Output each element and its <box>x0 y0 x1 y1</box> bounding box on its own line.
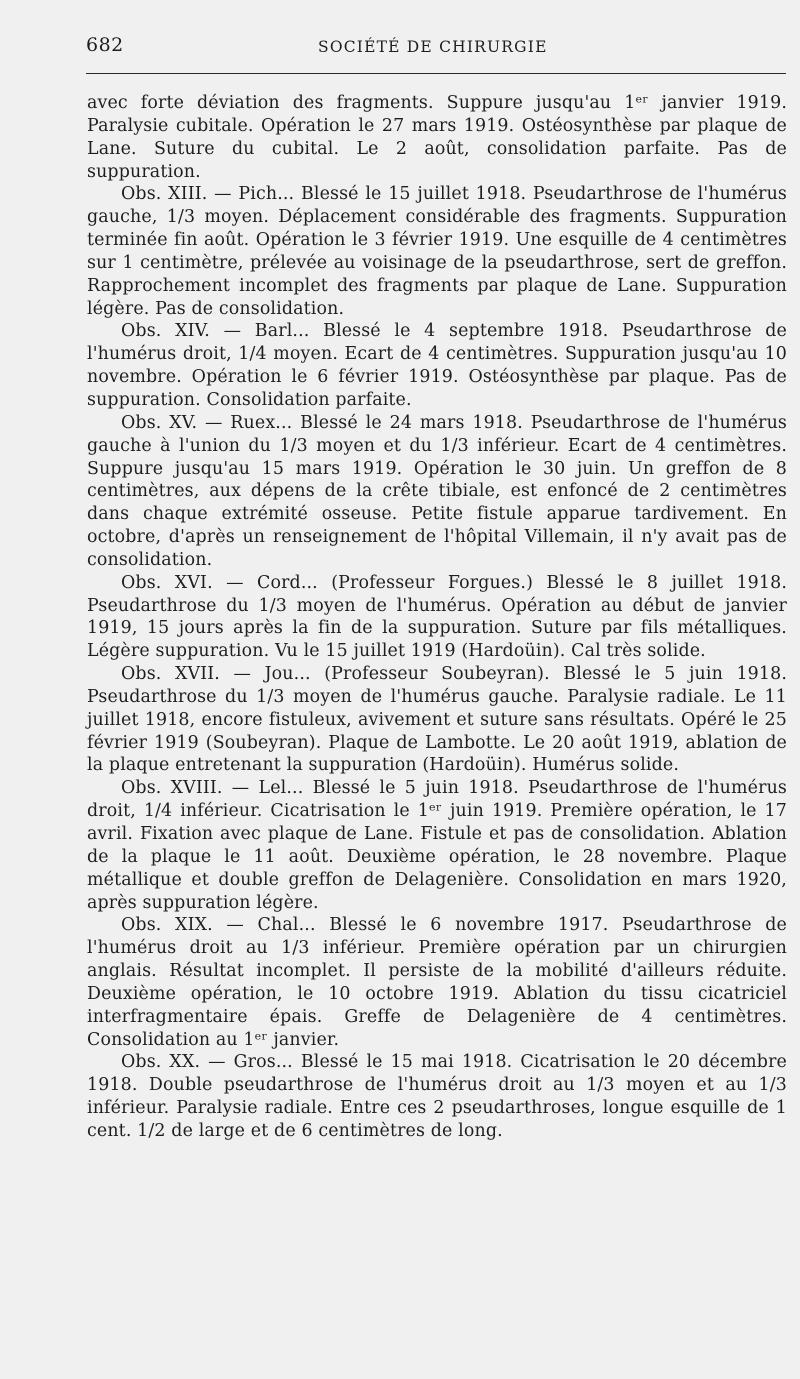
paragraph-obs-xvii: Obs. XVII. — Jou... (Professeur Soubeyran). Blessé le 5 juin 1918. Pseudarthrose du 1/3 moyen de l'humérus gauche. Paralysie radiale. Le 11 juillet 1918, encore fistuleux, avivement et suture sans résultats. Opéré le 25 février 1919 (Soubeyran). Plaque de Lambotte. Le 20 août 1919, ablation de la plaque entretenant la suppuration (Hardoüin). Humérus solide. <box>87 664 787 776</box>
paragraph-obs-xix: Obs. XIX. — Chal... Blessé le 6 novembre 1917. Pseudarthrose de l'humérus droit au 1/3 inférieur. Première opération par un chirurgien anglais. Résultat incomplet. Il persiste de la mobilité d'ailleurs réduite. Deuxième opération, le 10 octobre 1919. Ablation du tissu cicatriciel interfragmentaire épais. Greffe de Delagenière de 4 centimètres. Consolidation au 1ᵉʳ janvier. <box>87 915 787 1050</box>
body-text <box>87 92 787 1143</box>
paragraph-obs-xv: Obs. XV. — Ruex... Blessé le 24 mars 1918. Pseudarthrose de l'humérus gauche à l'union du 1/3 moyen et du 1/3 inférieur. Ecart de 4 centimètres. Suppure jusqu'au 15 mars 1919. Opération le 30 juin. Un greffon de 8 centimètres, aux dépens de la crête tibiale, est enfoncé de 2 centimètres dans chaque extrémité osseuse. Petite fistule apparue tardivement. En octobre, d'après un renseignement de l'hôpital Villemain, il n'y avait pas de consolidation. <box>87 412 787 570</box>
page-header <box>86 30 786 60</box>
paragraph-obs-xx: Obs. XX. — Gros... Blessé le 15 mai 1918. Cicatrisation le 20 décembre 1918. Double pseudarthrose de l'humérus droit au 1/3 moyen et au 1/3 inférieur. Paralysie radiale. Entre ces 2 pseudarthroses, longue esquille de 1 cent. 1/2 de large et de 6 centimètres de long. <box>87 1052 787 1141</box>
running-head: SOCIÉTÉ DE CHIRURGIE <box>318 38 548 56</box>
page-number: 682 <box>86 34 124 56</box>
paragraph-continuation: avec forte déviation des fragments. Suppure jusqu'au 1ᵉʳ janvier 1919. Paralysie cubitale. Opération le 27 mars 1919. Ostéosynthèse par plaque de Lane. Suture du cubital. Le 2 août, consolidation parfaite. Pas de suppuration. <box>87 93 787 182</box>
paragraph-obs-xiii: Obs. XIII. — Pich... Blessé le 15 juillet 1918. Pseudarthrose de l'humérus gauche, 1/3 moyen. Déplacement considérable des fragments. Suppuration terminée fin août. Opération le 3 février 1919. Une esquille de 4 centimètres sur 1 centimètre, prélevée au voisinage de la pseudarthrose, sert de greffon. Rapprochement incomplet des fragments par plaque de Lane. Suppuration légère. Pas de consolidation. <box>87 184 787 319</box>
header-rule <box>86 73 786 74</box>
paragraph-obs-xvi: Obs. XVI. — Cord... (Professeur Forgues.) Blessé le 8 juillet 1918. Pseudarthrose du 1/3 moyen de l'humérus. Opération au début de janvier 1919, 15 jours après la fin de la suppuration. Suture par fils métalliques. Légère suppuration. Vu le 15 juillet 1919 (Hardoüin). Cal très solide. <box>87 572 787 662</box>
paragraph-obs-xviii: Obs. XVIII. — Lel... Blessé le 5 juin 1918. Pseudarthrose de l'humérus droit, 1/4 inférieur. Cicatrisation le 1ᵉʳ juin 1919. Première opération, le 17 avril. Fixation avec plaque de Lane. Fistule et pas de consolidation. Ablation de la plaque le 11 août. Deuxième opération, le 28 novembre. Plaque métallique et double greffon de Delagenière. Consolidation en mars 1920, après suppuration légère. <box>87 778 787 913</box>
paragraph-obs-xiv: Obs. XIV. — Barl... Blessé le 4 septembre 1918. Pseudarthrose de l'humérus droit, 1/4 moyen. Ecart de 4 centimètres. Suppuration jusqu'au 10 novembre. Opération le 6 février 1919. Ostéosynthèse par plaque. Pas de suppuration. Consolidation parfaite. <box>87 321 787 410</box>
